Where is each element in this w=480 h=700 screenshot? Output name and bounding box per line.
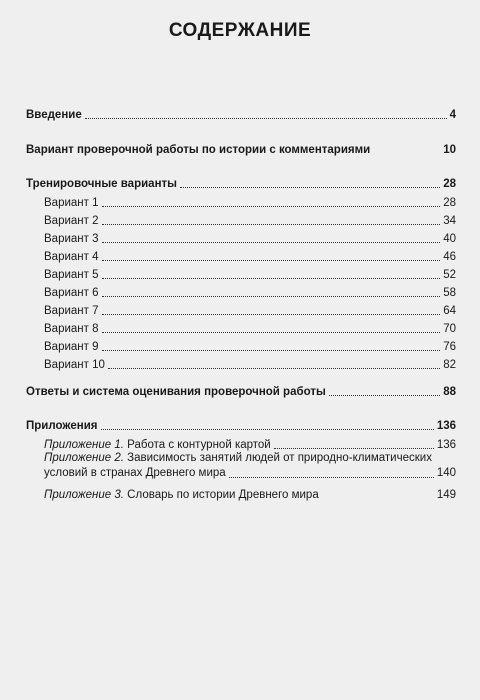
toc-page-number: 82	[443, 359, 456, 371]
toc-entry-label: Вариант 2	[44, 215, 99, 227]
toc-entry-label: Вариант 7	[44, 305, 99, 317]
toc-entry-variant[interactable]	[44, 264, 456, 282]
dot-leader	[102, 332, 441, 333]
dot-leader	[102, 242, 441, 243]
dot-leader	[102, 224, 441, 225]
dot-leader	[180, 187, 440, 188]
toc-entry-label: Введение	[26, 109, 82, 121]
appendix-title-line-1: Зависимость занятий людей от природно-климатических	[127, 452, 432, 464]
appendix-prefix: Приложение 1.	[44, 439, 124, 451]
toc-entry-training-variants[interactable]	[26, 173, 456, 191]
toc-entry-appendices[interactable]	[26, 415, 456, 433]
toc-page-number: 28	[443, 178, 456, 190]
toc-entry-label: Приложения	[26, 420, 98, 432]
toc-page-number: 64	[443, 305, 456, 317]
toc-entry-label: Вариант 6	[44, 287, 99, 299]
toc-entry-label: Вариант 10	[44, 359, 105, 371]
appendix-prefix: Приложение 3.	[44, 489, 124, 501]
dot-leader	[102, 314, 441, 315]
toc-page-number: 76	[443, 341, 456, 353]
toc-entry-variant[interactable]	[44, 282, 456, 300]
toc-page-number: 4	[449, 109, 456, 121]
dot-leader	[102, 350, 441, 351]
toc-entry-label: Вариант 5	[44, 269, 99, 281]
toc-entry-answers[interactable]	[26, 381, 456, 399]
toc-entry-variant[interactable]	[44, 318, 456, 336]
dot-leader	[108, 368, 440, 369]
toc-entry-variant[interactable]	[44, 246, 456, 264]
dot-leader	[101, 429, 434, 430]
toc-page-number: 58	[443, 287, 456, 299]
toc-entry-sample-test[interactable]	[26, 139, 456, 157]
page-title: СОДЕРЖАНИЕ	[168, 20, 312, 41]
toc-entry-label: Вариант 8	[44, 323, 99, 335]
toc-page-number: 28	[443, 197, 456, 209]
dot-leader	[229, 477, 434, 478]
toc-entry-variant[interactable]	[44, 192, 456, 210]
toc-entry-label: Вариант 3	[44, 233, 99, 245]
toc-entry-variant[interactable]	[44, 354, 456, 372]
toc-entry-variant[interactable]	[44, 228, 456, 246]
toc-page-number: 140	[436, 467, 456, 479]
toc-page-number: 136	[436, 420, 456, 432]
appendix-title: Словарь по истории Древнего мира	[127, 489, 319, 501]
toc-entry-introduction[interactable]	[26, 104, 456, 122]
toc-entry-appendix-2[interactable]	[44, 451, 456, 481]
toc-entry-label: Ответы и система оценивания проверочной работы	[26, 386, 326, 398]
dot-leader	[102, 206, 441, 207]
toc-entry-label: Вариант 4	[44, 251, 99, 263]
toc-entry-label: Тренировочные варианты	[26, 178, 177, 190]
toc-entry-label: Вариант 1	[44, 197, 99, 209]
toc-page-number: 10	[443, 144, 456, 156]
toc-page-number: 34	[443, 215, 456, 227]
toc-entry-label: Вариант проверочной работы по истории с комментариями	[26, 144, 371, 156]
toc-page-number: 136	[436, 439, 456, 451]
toc-entry-appendix-1[interactable]	[44, 434, 456, 452]
dot-leader	[102, 260, 441, 261]
toc-entry-label: Вариант 9	[44, 341, 99, 353]
appendix-prefix: Приложение 2.	[44, 452, 124, 464]
toc-page-number: 52	[443, 269, 456, 281]
dot-leader	[274, 448, 434, 449]
dot-leader	[102, 296, 441, 297]
toc-page-number: 40	[443, 233, 456, 245]
dot-leader	[102, 278, 441, 279]
dot-leader	[85, 118, 447, 119]
toc-page-number: 70	[443, 323, 456, 335]
toc-entry-variant[interactable]	[44, 300, 456, 318]
toc-entry-variant[interactable]	[44, 210, 456, 228]
toc-entry-variant[interactable]	[44, 336, 456, 354]
toc-entry-appendix-3[interactable]	[44, 484, 456, 502]
appendix-title: Работа с контурной картой	[127, 439, 271, 451]
toc-page-number: 46	[443, 251, 456, 263]
appendix-title-line-2: условий в странах Древнего мира	[44, 467, 226, 479]
dot-leader	[329, 395, 440, 396]
toc-page-number: 149	[436, 489, 456, 501]
toc-page-number: 88	[443, 386, 456, 398]
